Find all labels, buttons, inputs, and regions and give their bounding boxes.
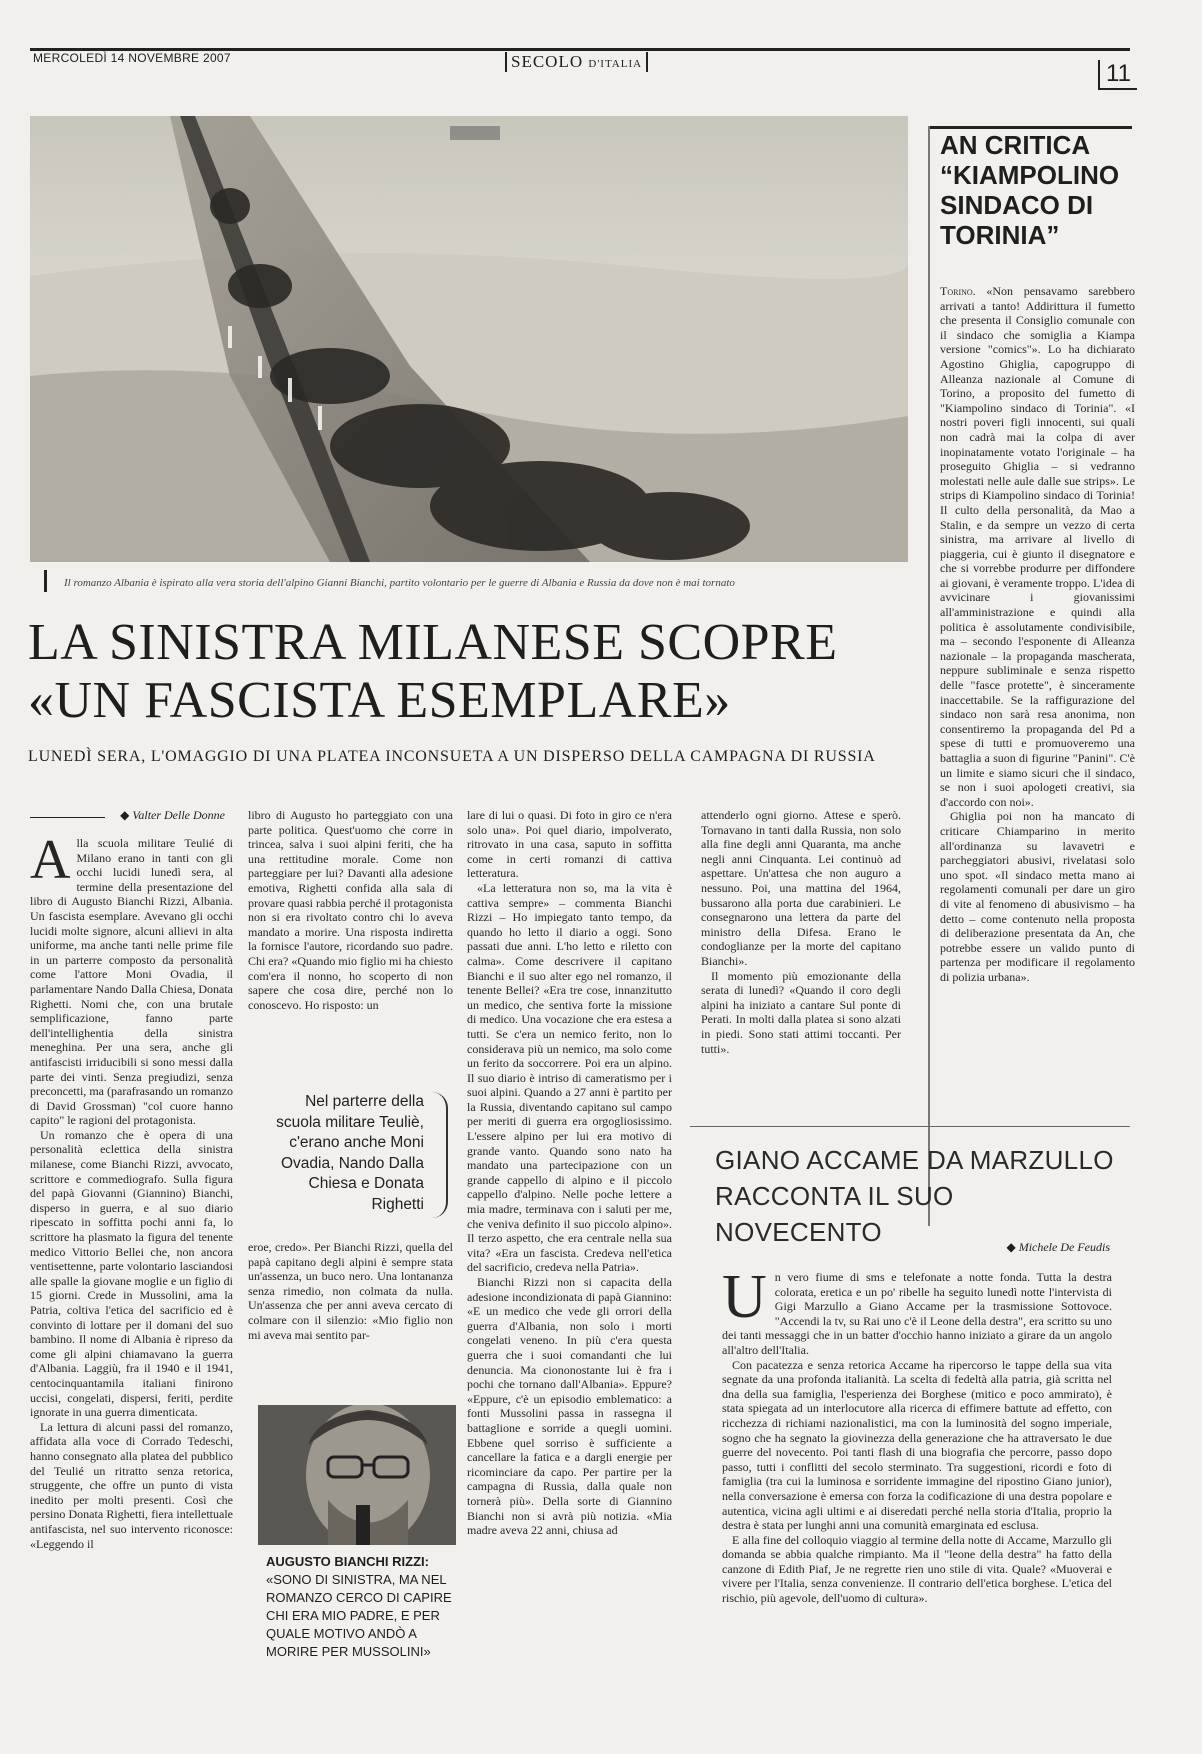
article-paragraph: attenderlo ogni giorno. Attese e sperò. Tornavano in tanti dalla Russia, non solo alla fine degli anni Quaranta, ma anche negli anni Cinquanta. Lei continuò ad aspettare. Un'attesa che non auguro a nessuno. Poi, una mattina del 1964, bussarono alla porta due carabinieri. Le consegnarono una lettera da parte del ministro della Difesa. Erano le condoglianze per la morte del capitano Bianchi».: [701, 808, 901, 968]
newspaper-name: [505, 52, 648, 72]
main-byline: ◆ Valter Delle Donne: [120, 808, 225, 822]
second-article-rule: [690, 1126, 1130, 1127]
sidebar-paragraph: Ghiglia poi non ha mancato di criticare Chiamparino in merito all'ordinanza su lavavetri e parcheggiatori abusivi, rivelatasi solo uno spot. «Il sindaco metta mano ai regolamenti comunali per dare un giro di vite al fenomeno di abusivismo – ha detto – come contenuto nella proposta di deliberazione presentata da An, che potrebbe essere un valido punto di partenza per modificare il regolamento di polizia urbana».: [940, 809, 1135, 984]
sidebar-title: AN CRITICA “KIAMPOLINO SINDACO DI TORINIA”: [940, 130, 1120, 250]
article-paragraph: Bianchi Rizzi non si capacita della adesione incondizionata di papà Giannino: «E un medico che vede gli orrori della guerra d'Albania, non solo i morti congelati veneno. In più c'era questa guerra che i suoi comandanti che lui denuncia. Ma ciononostante lui è fra i pochi che tornano dall'Albania». Eppure? «Eppure, c'è un episodio emblematico: a fonti Mussolini passa in rassegna il battaglione e sorride a quegli uomini. Ebbene quel sorriso è sufficiente a cancellare la fatica e a dargli energie per ricominciare da capo. Per partire per la campagna di Russia, dalla quale non tornerà più». Della sorte di Giannino Bianchi non si avrà più notizia. «Mia madre aveva 22 anni, chiusa ad: [467, 1275, 672, 1538]
article-column-1: [30, 836, 233, 1696]
lead-photo: [30, 116, 908, 562]
headline-line-2: «UN FASCISTA ESEMPLARE»: [28, 672, 731, 729]
pull-quote: Nel parterre della scuola militare Teuliè, c'erano anche Moni Ovadia, Nando Dalla Chiesa e Donata Righetti: [276, 1093, 424, 1213]
sidebar-dateline: Torino.: [940, 284, 976, 298]
article-paragraph: n vero fiume di sms e telefonate a notte fonda. Tutta la destra colorata, eretica e un po' ribelle ha seguito lunedì notte l'intervista di Gigi Marzullo a Giano Accame per la trasmissione Sottovoce. "Accendi la tv, su Rai uno c'è il Leone della destra", era scritto su uno dei tanti messaggi che in un batter d'occhio hanno iniziato a girare da un angolo all'altro dell'Italia.: [722, 1270, 1112, 1357]
author-portrait: [258, 1405, 456, 1545]
issue-date: MERCOLEDÌ 14 NOVEMBRE 2007: [33, 51, 231, 65]
sidebar-divider: [928, 126, 930, 1226]
article-paragraph: libro di Augusto ho parteggiato con una parte politica. Quest'uomo che corre in trincea, salva i suoi alpini feriti, che ha una rettitudine morale. Come non parteggiare per lui? Davanti alla adesione emotiva, Righetti confida alla sala di provare quasi rabbia perché il protagonista non si era rivoltato contro chi lo aveva mandato a morire. Una risposta indiretta la fornisce l'autore, ricordando suo padre. Chi era? «Quando mio figlio mi ha chiesto com'era il nonno, ho scoperto di non sapere che cosa dire, perché non lo conoscevo. Ho risposto: un: [248, 808, 453, 1012]
second-drop-cap: U: [722, 1270, 767, 1331]
article-column-4: [701, 808, 901, 1098]
article-paragraph: «La letteratura non so, ma la vita è cattiva sempre» – commenta Bianchi Rizzi – Ho impiegato tanto tempo, da quando ho letto il diario a oggi. Sono passati due anni. L'ho letto e riletto con calma». Come descrivere il capitano Bianchi e il suo alter ego nel romanzo, il tenente Bellei? «Era tre cose, innanzitutto un medico, che sentiva forte la missione di medico. Una vocazione che era estesa a tutti. Se c'era un nemico ferito, non lo considerava più un nemico, ma solo come un ferito da soccorrere. Poi era un alpino. Il suo diario è intriso di cameratismo per i suoi alpini. Quando a 27 anni è partito per la Russia, diventando capitano sul campo per meriti di guerra era orgogliosissimo. L'essere alpino per lui era motivo di grande vanto. Quando sono nato ha mandato una partecipazione con un grande cappello di alpino e il piccolo cappello d'alpino. Nelle poche lettere a mia madre, terminava con i saluti per me, che veniva definito il suo piccolo alpino». Il terzo aspetto, che era centrale nella sua vita? «Era un fascista. Credeva nell'etica del sacrificio, credeva nella Patria».: [467, 880, 672, 1275]
portrait-caption: [266, 1553, 466, 1661]
article-paragraph: Un romanzo che è opera di una personalità eclettica della sinistra milanese, come Bianchi Rizzi, avvocato, scrittore e commediografo. Sulla figura del papà Giovanni (Giannino) Bianchi, disperso in guerra, e al suo diario ripescato in soffitta pochi anni fa, lo scrittore ha plasmato la figura del tenente medico Vittorio Bellei che, non ancora ventisettenne, parte volontario lasciandosi alle spalle la giovane moglie e un figlio di 15 giorni. Crede in Mussolini, ama la Patria, coltiva l'etica del sacrificio ed è convinto di lottare per il domani del suo bambino. Il nome di Albania è ripreso da come gli alpini chiamavano la guerra d'Albania. Laggiù, fra il 1940 e il 1941, centocinquantamila italiani finirono uccisi, congelati, dispersi, feriti, perdite ignorate in una guerra dimenticata.: [30, 1127, 233, 1420]
article-paragraph: La lettura di alcuni passi del romanzo, affidata alla voce di Corrado Tedeschi, hanno consegnato alla platea del pubblico del Teulié un ritratto senza retorica, struggente, che offre un punto di vista inedito per molti presenti. Così che persino Donata Righetti, fiera intellettuale antifascista, nel suo intervento riconosce: «Leggendo il: [30, 1419, 233, 1551]
marching-troops-image: [30, 116, 908, 562]
article-paragraph: eroe, credo». Per Bianchi Rizzi, quella del papà capitano degli alpini è sempre stata un'assenza, un buco nero. Una lontananza senza rimedio, non colmata da nulla. Un'assenza che per anni aveva cercato di colmare con il silenzio: «Mio figlio non mi aveva mai sentito par-: [248, 1240, 453, 1342]
article-paragraph: Il momento più emozionante della serata di lunedì? «Quando il coro degli alpini ha iniziato a cantare Sul ponte di Perati. In molti dalla platea si sono alzati in piedi. Sono stati attimi toccanti. Per tutti».: [701, 968, 901, 1056]
second-article-byline: ◆ Michele De Feudis: [1006, 1240, 1110, 1254]
sidebar-text: «Non pensavamo sarebbero arrivati a tanto! Addirittura il fumetto che presenta il Consiglio comunale con il sindaco che somiglia a Kiampa versione "comics"». Lo ha dichiarato Agostino Ghiglia, capogruppo di Alleanza nazionale al Comune di Torino, a proposito del fumetto di "Kiampolino sindaco di Torinia". «I nostri poveri figli innocenti, sui quali non cadrà mai la colpa di aver inopinatamente votato l'originale – ha proseguito Ghiglia – si vedranno molestati nelle aule dalle sue strips». Le strips di Kiampolino sindaco di Torinia! Il culto della personalità, da Mao a Stalin, e da sempre un vezzo di certa sinistra, ma arrivare al livello di piaggeria, cui è giunto il disegnatore e che si vorrebbe produrre per diffondere ai giovani, è veramente troppo. L'idea di avvicinare i giovanissimi all'amministrazione e quindi alla politica è assolutamente condivisibile, ma – secondo l'esponente di Alleanza nazionale – la propaganda mascherata, neppure subliminale e senza rispetto delle "fasce protette", è sinceramente inaccettabile. Se la raffigurazione del sindaco non sarà resa anonima, non consentiremo la propaganda del Pd a spese di tutti e promuoveremo una battaglia a suon di figurine "Panini". C'è un limite e siamo sicuri che il sindaco, se non i suoi apologeti creativi, sia d'accordo con noi».: [940, 284, 1135, 809]
sidebar-rule: [928, 126, 1132, 129]
main-headline: [28, 614, 908, 730]
pull-quote-brace: [432, 1092, 448, 1218]
article-paragraph: E alla fine del colloquio viaggio al termine della notte di Accame, Marzullo gli domanda se abbia qualche rimpianto. Ma il "leone della destra" ha fatto della canzone di Edith Piaf, Je ne regrette rien uno stile di vita. Quale? «Muoverai e vivere per l'Italia, senza convenienze. Il contrario dell'etica borghese. L'etica del rischio, più agevole, dell'uomo di cultura».: [722, 1532, 1112, 1606]
headline-line-1: LA SINISTRA MILANESE SCOPRE: [28, 614, 838, 671]
main-subhead: LUNEDÌ SERA, L'OMAGGIO DI UNA PLATEA INCONSUETA A UN DISPERSO DELLA CAMPAGNA DI RUSSIA: [28, 748, 876, 765]
caption-marker: [44, 570, 47, 592]
portrait-caption-quote: «SONO DI SINISTRA, MA NEL ROMANZO CERCO DI CAPIRE CHI ERA MIO PADRE, E PER QUALE MOTIVO ANDÒ A MORIRE PER MUSSOLINI»: [266, 1572, 452, 1659]
article-paragraph: lare di lui o quasi. Di foto in giro ce n'era solo una». Poi quel diario, impolverato, ritrovato in una casa, saputo in soffitta come in certi romanzi di cattiva letteratura.: [467, 808, 672, 881]
article-paragraph: Con pacatezza e senza retorica Accame ha ripercorso le tappe della sua vita segnate da una profonda italianità. La scelta di fedeltà alla patria, già scritta nel dna della sua famiglia, l'esperienza dei Borghese (mitico e poco ammirato), è stata spiegata ad un interlocutore alla ricerca di effimere battute ad effetto, con ricchezza di richiami nazionalistici, ma con la luminosità del sogno imperiale, sogno che ha segnato la giovinezza della generazione che ha attraversato le due guerre del novecento. Poi tanti flash di una biografia che percorre, passo dopo passo, tutti i conflitti del secolo sterminato. Tra suggestioni, ricordi e foto di famiglia (tra cui la luminosa e sorridente immagine del ripostino Giano junior), nella conversazione è emersa con forza la codificazione di una destra popolare e autentica, vicina agli ultimi e ai diseredati perché nella storia d'Italia, proprio la destra è stata per lunghi anni una comunità emarginata ed esclusa.: [722, 1357, 1112, 1533]
sidebar-paragraph: [940, 284, 1135, 809]
page-number: 11: [1098, 60, 1137, 90]
second-article-body: [722, 1270, 1112, 1700]
newspaper-title-suffix: D'ITALIA: [588, 58, 643, 70]
second-article-title: GIANO ACCAME DA MARZULLO RACCONTA IL SUO NOVECENTO: [715, 1145, 1114, 1247]
photo-caption: Il romanzo Albania è ispirato alla vera storia dell'alpino Gianni Bianchi, partito volontario per le guerre di Albania e Russia da dove non è mai tornato: [64, 577, 735, 589]
portrait-caption-lead: AUGUSTO BIANCHI RIZZI:: [266, 1554, 429, 1569]
article-column-3: [467, 808, 672, 1688]
article-column-2-top: [248, 808, 453, 1068]
article-paragraph: lla scuola militare Teulié di Milano erano in tanti con gli occhi lucidi lunedì sera, al termine della presentazione del libro di Augusto Bianchi Rizzi, Albania. Un fascista esemplare. Avevano gli occhi lucidi molte signore, alcuni allievi in alta uniforme, ma anche tanti nelle prime file in un parterre composto da personalità come l'attore Moni Ovadia, il parlamentare Nando Dalla Chiesa, Donata Righetti. Nomi che, con una brutale semplificazione, fanno parte dell'intellighentia della sinistra meneghina. Per una sera, anche gli antifascisti irriducibili si sono messi dalla parte dei vinti. Senza pregiudizi, senza preconcetti, ma (parafrasando un romanzo di David Grossman) "col cuore hanno capito" le ragioni del protagonista.: [30, 836, 233, 1128]
portrait-image: [258, 1405, 456, 1545]
drop-cap: A: [30, 836, 71, 891]
sidebar-body: [940, 284, 1135, 1104]
article-column-2-bottom: [248, 1240, 453, 1395]
newspaper-title: SECOLO: [511, 52, 584, 71]
